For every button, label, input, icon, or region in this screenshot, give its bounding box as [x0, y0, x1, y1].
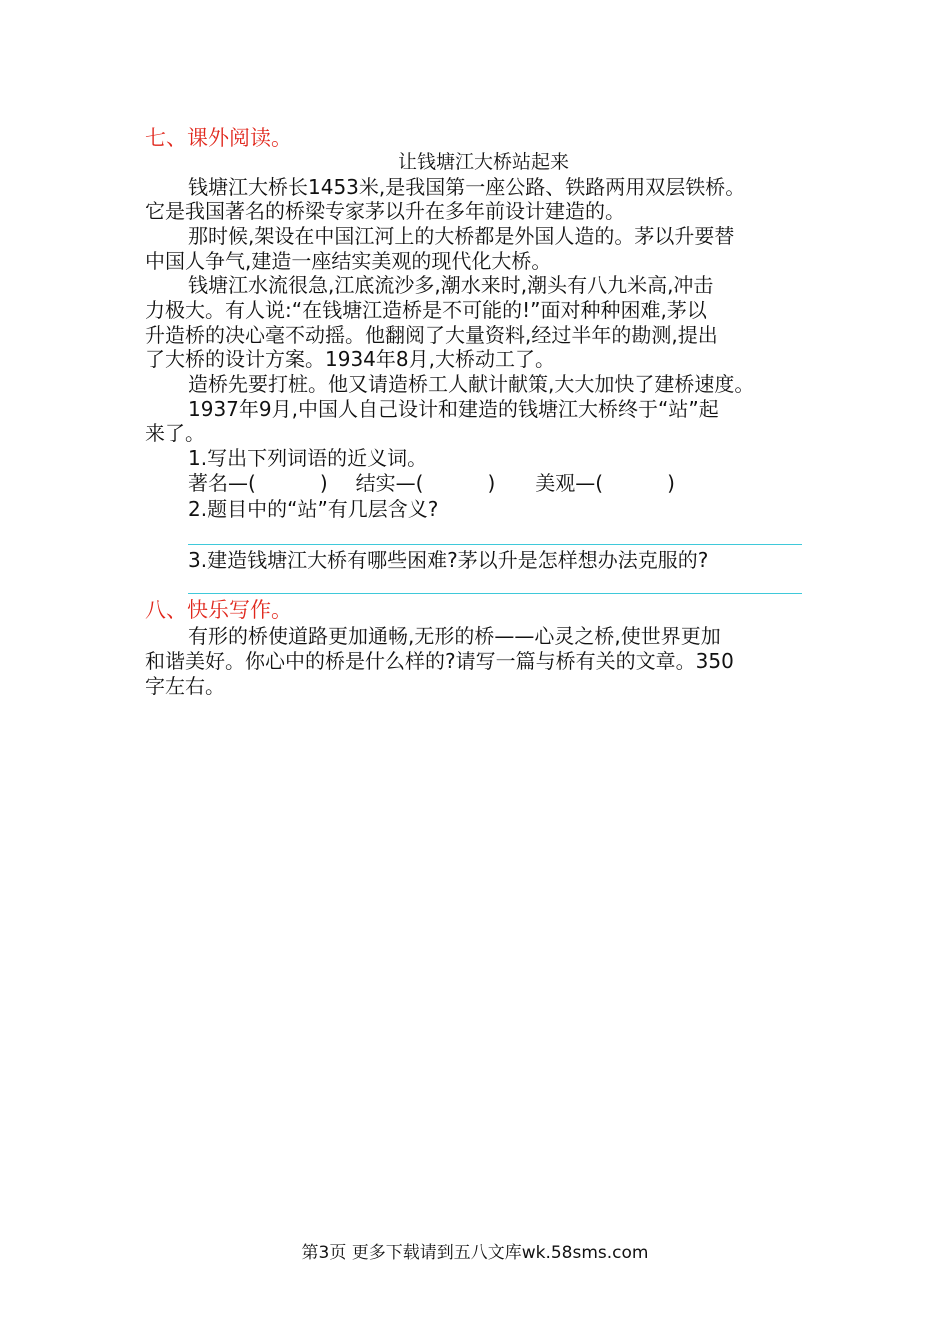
article-line-2: 它是我国著名的桥梁专家茅以升在多年前设计建造的。: [145, 199, 625, 223]
article-line-9: 造桥先要打桩。他又请造桥工人献计献策,大大加快了建桥速度。: [188, 372, 755, 396]
article-title: 让钱塘江大桥站起来: [398, 151, 570, 173]
page-footer: 第3页 更多下载请到五八文库wk.58sms.com: [301, 1243, 649, 1263]
writing-prompt-line-3: 字左右。: [145, 674, 225, 698]
article-line-8: 了大桥的设计方案。1934年8月,大桥动工了。: [145, 347, 555, 371]
article-line-1: 钱塘江大桥长1453米,是我国第一座公路、铁路两用双层铁桥。: [188, 175, 746, 199]
article-line-7: 升造桥的决心毫不动摇。他翻阅了大量资料,经过半年的勘测,提出: [145, 323, 718, 347]
answer-line-q3[interactable]: [188, 593, 802, 594]
writing-prompt-line-1: 有形的桥使道路更加通畅,无形的桥——心灵之桥,使世界更加: [188, 624, 721, 648]
article-line-3: 那时候,架设在中国江河上的大桥都是外国人造的。茅以升要替: [188, 224, 735, 248]
writing-prompt-line-2: 和谐美好。你心中的桥是什么样的?请写一篇与桥有关的文章。350: [145, 649, 734, 673]
synonym-item-3-open: 美观—(: [535, 471, 604, 495]
article-line-5: 钱塘江水流很急,江底流沙多,潮水来时,潮头有八九米高,冲击: [188, 273, 714, 297]
article-line-10: 1937年9月,中国人自己设计和建造的钱塘江大桥终于“站”起: [188, 397, 719, 421]
synonym-item-2-close: ): [487, 471, 496, 495]
article-line-11: 来了。: [145, 421, 205, 445]
answer-line-q2[interactable]: [188, 544, 802, 545]
section-8-heading: 八、快乐写作。: [145, 598, 292, 622]
synonym-item-1-open: 著名—(: [188, 471, 256, 495]
article-line-6: 力极大。有人说:“在钱塘江造桥是不可能的!”面对种种困难,茅以: [145, 298, 707, 322]
question-2: 2.题目中的“站”有几层含义?: [188, 497, 439, 521]
synonym-row: [188, 471, 675, 495]
section-7-heading: 七、课外阅读。: [145, 126, 292, 150]
synonym-item-2-open: 结实—(: [355, 471, 424, 495]
synonym-item-1-close: ): [319, 471, 328, 495]
synonym-item-3-close: ): [667, 471, 675, 495]
question-1: 1.写出下列词语的近义词。: [188, 446, 428, 470]
article-line-4: 中国人争气,建造一座结实美观的现代化大桥。: [145, 249, 552, 273]
question-3: 3.建造钱塘江大桥有哪些困难?茅以升是怎样想办法克服的?: [188, 548, 709, 572]
